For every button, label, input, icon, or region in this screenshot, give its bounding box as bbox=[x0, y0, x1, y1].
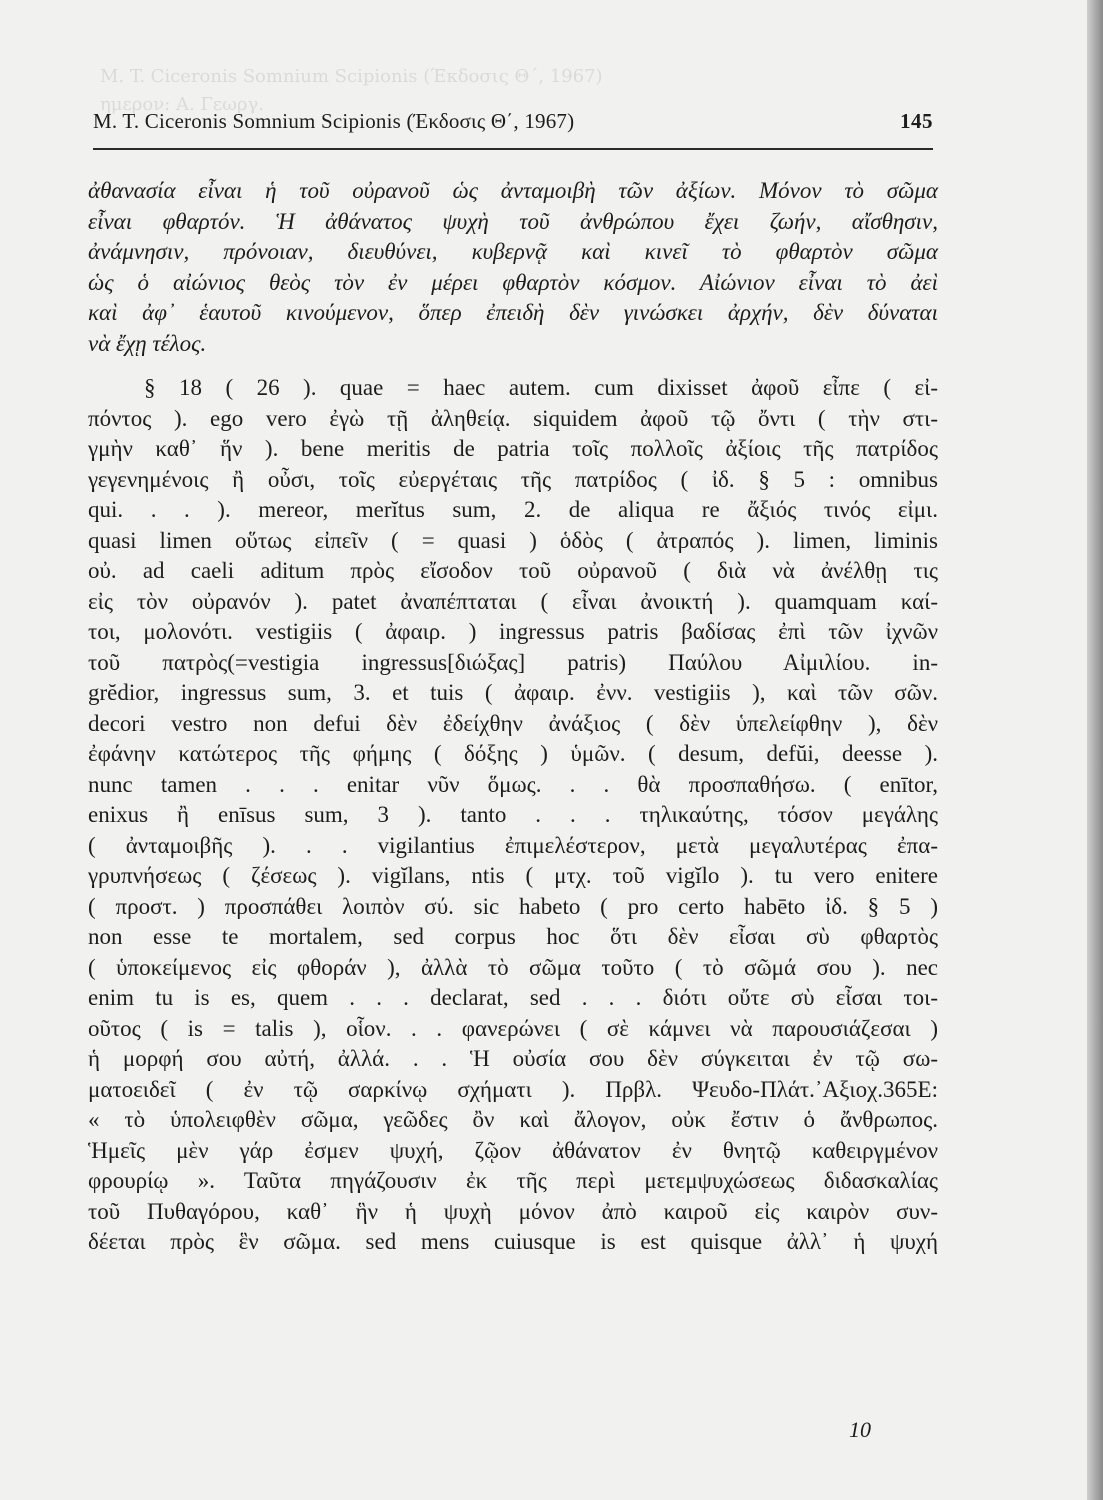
page-number: 145 bbox=[900, 109, 933, 133]
paragraph2-line: ἡ μορφή σου αὐτή, ἀλλά. . . Ἡ οὐσία σου δὲν σύγκειται ἐν τῷ σω- bbox=[88, 1046, 938, 1071]
paragraph2-line: τοῦ πατρὸς(=vestigia ingressus[διώξας] patris) Παύλου Αἰμιλίου. in- bbox=[88, 649, 938, 675]
paragraph2-line: εἰς τὸν οὐρανόν ). patet ἀναπέπταται ( εἶναι ἀνοικτή ). quamquam καί- bbox=[88, 588, 938, 614]
paragraph1-line: καὶ ἀφ᾽ ἑαυτοῦ κινούμενον, ὅπερ ἐπειδὴ δὲν γινώσκει ἀρχήν, δὲν δύναται bbox=[88, 300, 938, 325]
paragraph1-line: ὡς ὁ αἰώνιος θεὸς τὸν ἐν μέρει φθαρτὸν κόσμον. Αἰώνιον εἶναι τὸ ἀεὶ bbox=[88, 269, 938, 295]
bleed-line-2: ημερον: Α. Γεωργ. bbox=[100, 94, 264, 115]
paragraph2-line: « τὸ ὑπολειφθὲν σῶμα, γεῶδες ὂν καὶ ἄλογον, οὐκ ἔστιν ὁ ἄνθρωπος. bbox=[88, 1107, 938, 1132]
paragraph2-line: γρυπνήσεως ( ζέσεως ). vigĭlans, ntis ( μτχ. τοῦ vigĭlo ). tu vero enitere bbox=[88, 863, 938, 888]
paragraph2-line: enim tu is es, quem . . . declarat, sed . . . διότι οὔτε σὺ εἶσαι τοι- bbox=[88, 985, 938, 1010]
body-text bbox=[88, 176, 938, 1258]
paragraph2-line: qui. . . ). mereor, merĭtus sum, 2. de aliqua re ἄξιός τινός εἰμι. bbox=[88, 497, 938, 522]
signature-number: 10 bbox=[849, 1417, 871, 1442]
paragraph1-line: εἶναι φθαρτόν. Ἡ ἀθάνατος ψυχὴ τοῦ ἀνθρώπου ἔχει ζωήν, αἴσθησιν, bbox=[88, 208, 938, 234]
paragraph2-line: enixus ἢ enīsus sum, 3 ). tanto . . . τηλικαύτης, τόσον μεγάλης bbox=[88, 802, 938, 827]
paragraph2-line: γεγενημένοις ἢ οὖσι, τοῖς εὐεργέταις τῆς πατρίδος ( ἰδ. § 5 : omnibus bbox=[88, 466, 938, 492]
paragraph2-line: non esse te mortalem, sed corpus hoc ὅτι δὲν εἶσαι σὺ φθαρτὸς bbox=[88, 924, 938, 949]
paragraph-gap bbox=[88, 359, 938, 373]
paragraph2-line: ἐφάνην κατώτερος τῆς φήμης ( δόξης ) ὑμῶν. ( desum, defŭi, deesse ). bbox=[88, 741, 938, 766]
paragraph2-line: ( ἀνταμοιβῆς ). . . vigilantius ἐπιμελέστερον, μετὰ μεγαλυτέρας ἐπα- bbox=[88, 832, 938, 858]
paragraph2-line: decori vestro non defui δὲν ἐδείχθην ἀνάξιος ( δὲν ὑπελείφθην ), δὲν bbox=[88, 710, 938, 736]
paragraph2-line: Ἡμεῖς μὲν γάρ ἐσμεν ψυχή, ζῷον ἀθάνατον ἐν θνητῷ καθειργμένον bbox=[88, 1137, 938, 1163]
paragraph2-line: ματοειδεῖ ( ἐν τῷ σαρκίνῳ σχήματι ). Πρβλ. Ψευδο-Πλάτ.᾿Αξιοχ.365Ε: bbox=[88, 1076, 938, 1102]
running-header bbox=[93, 103, 933, 139]
header-title: M. T. Ciceronis Somnium Scipionis (Έκδοσις Θ΄, 1967) bbox=[93, 109, 575, 133]
paragraph2-line: grĕdior, ingressus sum, 3. et tuis ( ἀφαιρ. ἐνν. vestigiis ), καὶ τῶν σῶν. bbox=[88, 680, 938, 705]
paragraph2-line: οὐ. ad caeli aditum πρὸς εἴσοδον τοῦ οὐρανοῦ ( διὰ νὰ ἀνέλθῃ τις bbox=[88, 558, 938, 583]
paragraph2-line: οῦτος ( is = talis ), οἷον. . . φανερώνει ( σὲ κάμνει νὰ παρουσιάζεσαι ) bbox=[88, 1015, 938, 1041]
paragraph2-line: ( ὑποκείμενος εἰς φθοράν ), ἀλλὰ τὸ σῶμα τοῦτο ( τὸ σῶμά σου ). nec bbox=[88, 954, 938, 980]
paragraph2-line: γμὴν καθ᾽ ἥν ). bene meritis de patria τοῖς πολλοῖς ἀξίοις τῆς πατρίδος bbox=[88, 436, 938, 461]
paragraph2-line: φρουρίῳ ». Ταῦτα πηγάζουσιν ἐκ τῆς περὶ μετεμψυχώσεως διδασκαλίας bbox=[88, 1168, 938, 1193]
paragraph1-line: ἀνάμνησιν, πρόνοιαν, διευθύνει, κυβερνᾷ καὶ κινεῖ τὸ φθαρτὸν σῶμα bbox=[88, 239, 938, 264]
paragraph2-line: ( προστ. ) προσπάθει λοιπὸν σύ. sic habeto ( pro certo habēto ἰδ. § 5 ) bbox=[88, 893, 938, 919]
bleed-line-1: M. T. Ciceronis Somnium Scipionis (Έκδοσις Θ΄, 1967) bbox=[100, 66, 603, 87]
paragraph1-line: ἀθανασία εἶναι ἡ τοῦ οὐρανοῦ ὡς ἀνταμοιβὴ τῶν ἀξίων. Μόνον τὸ σῶμα bbox=[88, 178, 938, 203]
paragraph2-line: δέεται πρὸς ἓν σῶμα. sed mens cuiusque is est quisque ἀλλ᾽ ἡ ψυχή bbox=[88, 1229, 938, 1254]
paragraph2-line: § 18 ( 26 ). quae = haec autem. cum dixisset ἀφοῦ εἶπε ( εἰ- bbox=[144, 375, 938, 400]
paragraph1-line: νὰ ἔχῃ τέλος. bbox=[88, 330, 207, 356]
paragraph2-line: τοῦ Πυθαγόρου, καθ᾽ ἣν ἡ ψυχὴ μόνον ἀπὸ καιροῦ εἰς καιρὸν συν- bbox=[88, 1198, 938, 1224]
paragraph2-line: πόντος ). ego vero ἐγὼ τῇ ἀληθείᾳ. siquidem ἀφοῦ τῷ ὄντι ( τὴν στι- bbox=[88, 405, 938, 431]
paragraph2-line: quasi limen οὕτως εἰπεῖν ( = quasi ) ὁδὸς ( ἀτραπός ). limen, liminis bbox=[88, 527, 938, 553]
header-rule bbox=[93, 148, 933, 150]
paragraph2-line: nunc tamen . . . enitar νῦν ὅμως. . . θὰ προσπαθήσω. ( enītor, bbox=[88, 771, 938, 797]
paragraph2-line: τοι, μολονότι. vestigiis ( ἀφαιρ. ) ingressus patris βαδίσας ἐπὶ τῶν ἰχνῶν bbox=[88, 619, 938, 644]
page-edge-shadow bbox=[1087, 0, 1103, 1500]
